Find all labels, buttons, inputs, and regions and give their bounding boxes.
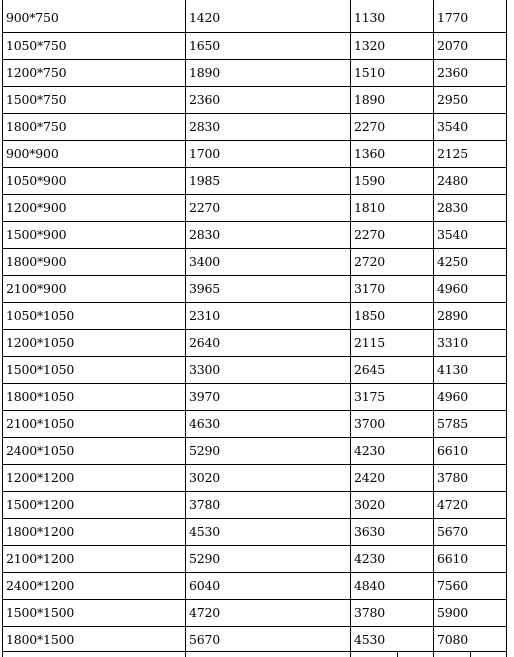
size-cell: 1500*750 bbox=[6, 92, 67, 107]
price-cell: 4250 bbox=[437, 254, 469, 269]
price-cell: 3020 bbox=[189, 470, 221, 485]
table-row bbox=[2, 140, 507, 166]
price-cell: 2645 bbox=[354, 362, 386, 377]
table-bottom-rule bbox=[2, 651, 507, 652]
size-cell: 1800*1500 bbox=[6, 632, 75, 647]
size-cell: 1200*900 bbox=[6, 200, 67, 215]
price-cell: 4960 bbox=[437, 281, 469, 296]
price-cell: 4530 bbox=[354, 632, 386, 647]
size-cell: 1500*1050 bbox=[6, 362, 75, 377]
price-cell: 2950 bbox=[437, 92, 469, 107]
price-cell: 4960 bbox=[437, 389, 469, 404]
size-cell: 1800*1050 bbox=[6, 389, 75, 404]
table-row bbox=[2, 356, 507, 382]
table-row bbox=[2, 437, 507, 463]
price-cell: 5785 bbox=[437, 416, 469, 431]
price-cell: 2420 bbox=[354, 470, 386, 485]
price-cell: 3965 bbox=[189, 281, 221, 296]
price-cell: 6610 bbox=[437, 443, 469, 458]
table-row bbox=[2, 113, 507, 139]
table-row bbox=[2, 491, 507, 517]
price-cell: 1700 bbox=[189, 146, 221, 161]
price-cell: 4720 bbox=[437, 497, 469, 512]
size-cell: 1500*1500 bbox=[6, 605, 75, 620]
price-cell: 5670 bbox=[189, 632, 221, 647]
price-cell: 3970 bbox=[189, 389, 221, 404]
size-cell: 2100*1200 bbox=[6, 551, 75, 566]
size-cell: 1050*750 bbox=[6, 38, 67, 53]
price-cell: 5290 bbox=[189, 443, 221, 458]
price-cell: 4230 bbox=[354, 443, 386, 458]
table-row bbox=[2, 59, 507, 85]
price-cell: 2360 bbox=[437, 65, 469, 80]
price-cell: 2270 bbox=[354, 227, 386, 242]
size-cell: 2100*900 bbox=[6, 281, 67, 296]
size-cell: 1800*1200 bbox=[6, 524, 75, 539]
size-cell: 2400*1050 bbox=[6, 443, 75, 458]
price-cell: 2070 bbox=[437, 38, 469, 53]
table-row bbox=[2, 545, 507, 571]
price-cell: 6040 bbox=[189, 578, 221, 593]
price-cell: 1770 bbox=[437, 10, 469, 25]
price-cell: 2830 bbox=[437, 200, 469, 215]
price-cell: 4130 bbox=[437, 362, 469, 377]
size-cell: 1500*1200 bbox=[6, 497, 75, 512]
price-cell: 3700 bbox=[354, 416, 386, 431]
price-cell: 1130 bbox=[354, 10, 386, 25]
size-cell: 900*750 bbox=[6, 10, 59, 25]
price-cell: 1985 bbox=[189, 173, 221, 188]
table-row bbox=[2, 5, 507, 31]
price-cell: 1510 bbox=[354, 65, 386, 80]
price-cell: 1650 bbox=[189, 38, 221, 53]
price-cell: 2310 bbox=[189, 308, 221, 323]
table-row bbox=[2, 194, 507, 220]
table-row bbox=[2, 518, 507, 544]
price-cell: 3300 bbox=[189, 362, 221, 377]
price-cell: 7080 bbox=[437, 632, 469, 647]
table-row bbox=[2, 302, 507, 328]
price-cell: 2270 bbox=[189, 200, 221, 215]
size-cell: 1800*750 bbox=[6, 119, 67, 134]
price-cell: 1590 bbox=[354, 173, 386, 188]
price-cell: 2115 bbox=[354, 335, 386, 350]
table-row bbox=[2, 383, 507, 409]
price-cell: 1360 bbox=[354, 146, 386, 161]
price-cell: 3780 bbox=[189, 497, 221, 512]
table-row bbox=[2, 464, 507, 490]
table-row bbox=[2, 599, 507, 625]
price-cell: 3310 bbox=[437, 335, 469, 350]
size-cell: 1500*900 bbox=[6, 227, 67, 242]
table-row bbox=[2, 410, 507, 436]
price-cell: 4840 bbox=[354, 578, 386, 593]
price-cell: 1850 bbox=[354, 308, 386, 323]
price-cell: 2360 bbox=[189, 92, 221, 107]
size-cell: 2400*1200 bbox=[6, 578, 75, 593]
size-cell: 1200*1200 bbox=[6, 470, 75, 485]
table-row bbox=[2, 572, 507, 598]
price-cell: 4530 bbox=[189, 524, 221, 539]
price-cell: 3540 bbox=[437, 119, 469, 134]
price-cell: 2125 bbox=[437, 146, 469, 161]
table-row bbox=[2, 275, 507, 301]
price-cell: 1420 bbox=[189, 10, 221, 25]
price-cell: 3020 bbox=[354, 497, 386, 512]
price-cell: 5900 bbox=[437, 605, 469, 620]
price-cell: 2830 bbox=[189, 119, 221, 134]
price-cell: 2270 bbox=[354, 119, 386, 134]
table-row bbox=[2, 248, 507, 274]
price-cell: 4230 bbox=[354, 551, 386, 566]
price-cell: 4630 bbox=[189, 416, 221, 431]
price-cell: 2720 bbox=[354, 254, 386, 269]
price-cell: 3540 bbox=[437, 227, 469, 242]
price-cell: 7560 bbox=[437, 578, 469, 593]
size-cell: 900*900 bbox=[6, 146, 59, 161]
size-cell: 1050*1050 bbox=[6, 308, 75, 323]
price-cell: 5290 bbox=[189, 551, 221, 566]
price-cell: 3170 bbox=[354, 281, 386, 296]
price-cell: 3175 bbox=[354, 389, 386, 404]
price-cell: 1890 bbox=[354, 92, 386, 107]
price-cell: 3400 bbox=[189, 254, 221, 269]
size-cell: 1050*900 bbox=[6, 173, 67, 188]
size-cell: 1800*900 bbox=[6, 254, 67, 269]
price-cell: 1810 bbox=[354, 200, 386, 215]
table-row bbox=[2, 86, 507, 112]
table-row bbox=[2, 32, 507, 58]
price-cell: 2830 bbox=[189, 227, 221, 242]
price-cell: 3630 bbox=[354, 524, 386, 539]
table-row bbox=[2, 329, 507, 355]
price-cell: 3780 bbox=[354, 605, 386, 620]
price-cell: 6610 bbox=[437, 551, 469, 566]
price-cell: 3780 bbox=[437, 470, 469, 485]
price-cell: 2480 bbox=[437, 173, 469, 188]
table-row bbox=[2, 626, 507, 652]
table-row bbox=[2, 221, 507, 247]
size-cell: 1200*1050 bbox=[6, 335, 75, 350]
price-cell: 1320 bbox=[354, 38, 386, 53]
size-cell: 2100*1050 bbox=[6, 416, 75, 431]
price-cell: 4720 bbox=[189, 605, 221, 620]
price-cell: 2640 bbox=[189, 335, 221, 350]
price-cell: 2890 bbox=[437, 308, 469, 323]
table-row bbox=[2, 167, 507, 193]
size-cell: 1200*750 bbox=[6, 65, 67, 80]
price-cell: 5670 bbox=[437, 524, 469, 539]
price-cell: 1890 bbox=[189, 65, 221, 80]
